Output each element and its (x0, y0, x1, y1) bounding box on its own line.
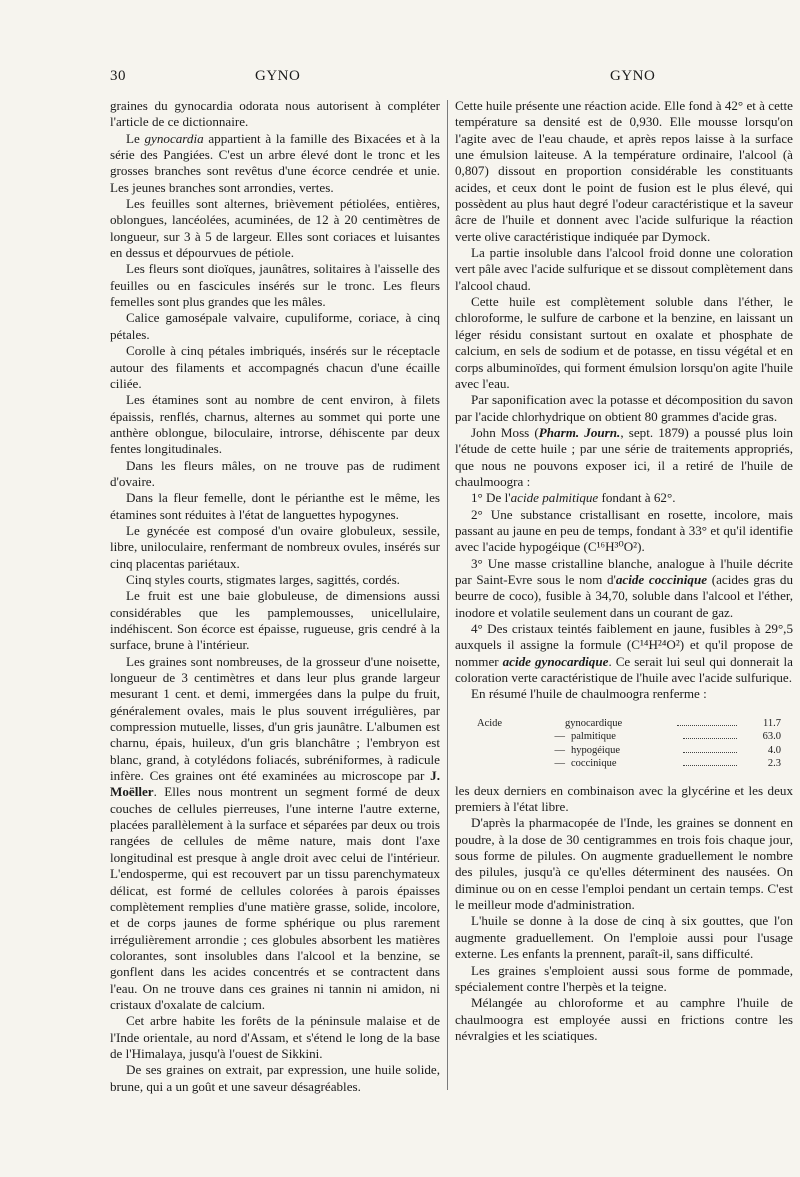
left-column (110, 98, 440, 1095)
running-title-left: GYNO (255, 68, 301, 84)
paragraph: Cinq styles courts, stigmates larges, sagittés, cordés. (126, 571, 400, 587)
compound-name: acide palmitique (510, 490, 599, 506)
paragraph: Les graines sont nombreuses, de la grosseur d'une noisette, longueur de 3 centimètres et dans leur plus grande largeur mesurant 1 cent. et demi, immergées dans la pulpe du fruit, généralement ovales, mais le plus souvent irrégulières, par compression mutuelle, lisses, d'un gris jaunâtre. L'albumen est charnu, épais, huileux, d'un gris blanchâtre ; l'embryon est blanc, grand, à cotylédons foliacés, subréniformes, à radicule infère. Ces graines ont été examinées au microscope par J. Moëller. Elles nous montrent un segment formé de deux couches de cellules pierreuses, l'une interne l'autre externe, placées parallèlement à la surface et séparées par deux ou trois rangées de cellules de même nature, mais dont l'axe longitudinal est presque à angle droit avec celui de l'intérieur. L'endosperme, qui est recouvert par un tissu parenchymateux délicat, est formé de cellules colorées à parois épaisses complètement remplies d'une matière grasse, solide, incolore, et de corps jaunes de forme sphérique ou plus rarement irrégulièrement arrondie ; ces globules absorbent les matières colorantes, sont insolubles dans l'alcool et la benzine, se gonflent dans les acides concentrés et se contractent dans l'eau. On ne trouve dans ces graines ni tannin ni amidon, ni cristaux d'oxalate de calcium. (110, 653, 440, 1012)
table-row: — hypogéique 4.0 (554, 744, 781, 756)
paragraph: L'huile se donne à la dose de cinq à six gouttes, que l'on augmente graduellement. On l'emploie aussi pour l'usage externe. Les enfants la prennent, paraît-il, sans difficulté. (455, 913, 793, 962)
running-title-right: GYNO (610, 68, 656, 84)
running-header (110, 68, 795, 90)
paragraph: Le gynécée est composé d'un ovaire globuleux, sessile, libre, uniloculaire, renfermant de nombreux ovules, insérés sur cinq placentas pariétaux. (110, 522, 440, 571)
journal-citation: Pharm. Journ. (538, 424, 621, 440)
paragraph: Les feuilles sont alternes, brièvement pétiolées, entières, oblongues, lancéolées, acuminées, de 12 à 20 centimètres de longueur, sur 3 à 5 de largeur. Elles sont coriaces et luisantes en dessus et dépourvues de pétiole. (110, 196, 440, 261)
paragraph: Dans les fleurs mâles, on ne trouve pas de rudiment d'ovaire. (110, 457, 440, 489)
paragraph: Mélangée au chloroforme et au camphre l'huile de chaulmoogra est employée aussi en frictions contre les névralgies et les sciatiques. (455, 995, 793, 1043)
paragraph: Cet arbre habite les forêts de la péninsule malaise et de l'Inde orientale, au nord d'Assam, et s'étend le long de la base de l'Himalaya, jusqu'à l'ouest de Sikkini. (110, 1013, 440, 1061)
compound-name: acide coccinique (615, 571, 708, 587)
paragraph: John Moss (Pharm. Journ., sept. 1879) a poussé plus loin l'étude de cette huile ; par une série de traitements appropriés, que nous ne pouvons exposer ici, il a retiré de l'huile de chaulmoogra : (455, 424, 794, 489)
author-name: J. Moëller (110, 768, 440, 800)
paragraph: Le gynocardia appartient à la famille des Bixacées et à la série des Pangiées. C'est un arbre élevé dont le tronc et les grosses branches sont revêtus d'une écorce cendrée et unie. Les jeunes branches sont arrondies, vertes. (110, 130, 440, 195)
paragraph: 3° Une masse cristalline blanche, analogue à l'huile décrite par Saint-Evre sous le nom d'acide coccinique (acides gras du beurre de coco), fusible à 34,70, soluble dans l'alcool et l'éther, inodore et volatile seulement dans un courant de gaz. (455, 555, 793, 620)
paragraph: D'après la pharmacopée de l'Inde, les graines se donnent en poudre, à la dose de 30 centigrammes en trois fois chaque jour, sous forme de pilules. On augmente graduellement le nombre des pilules, jusqu'à ce qu'elles déterminent des nausées. On diminue ou on en cesse l'emploi pendant un certain temps. C'est le meilleur mode d'administration. (455, 815, 793, 913)
page-number: 30 (110, 68, 126, 84)
paragraph: graines du gynocardia odorata nous autorisent à compléter l'article de ce dictionnaire. (110, 98, 440, 130)
paragraph: 1° De l'acide palmitique fondant à 62°. (471, 490, 676, 506)
paragraph: Les graines s'emploient aussi sous forme de pommade, spécialement contre l'herpès et la teigne. (455, 962, 793, 994)
paragraph: En résumé l'huile de chaulmoogra renferme : (471, 686, 707, 702)
paragraph: Par saponification avec la potasse et décomposition du savon par l'acide chlorhydrique on obtient 80 grammes d'acide gras. (455, 392, 793, 424)
compound-name: acide gynocardique (502, 653, 609, 669)
paragraph: Dans la fleur femelle, dont le périanthe est le même, les étamines sont réduites à l'état de languettes hypogynes. (110, 490, 440, 522)
table-row: — coccinique 2.3 (554, 758, 781, 770)
table-row: — palmitique 63.0 (554, 731, 781, 743)
paragraph: Le fruit est une baie globuleuse, de dimensions aussi considérables que les pamplemousses, unicellulaire, indéhiscent. Son écorce est épaisse, rugueuse, gris cendré à la surface, brune à l'intérieur. (110, 588, 440, 653)
right-column (455, 98, 793, 1044)
paragraph: Cette huile présente une réaction acide. Elle fond à 42° et à cette température sa densité est de 0,930. Elle mousse lorsqu'on l'agite avec de l'eau chaude, et après repos laisse à la surface une émulsion laiteuse. A la température ordinaire, l'alcool (à 0,807) dissout en proportion considérable les constituants acides, et ceux dont le point de fusion est le plus élevé, qui possèdent au plus haut degré l'odeur caractéristique et la saveur âcre de l'huile et donnent avec l'acide sulfurique la réaction verte olive caractéristique indiquée par Dymock. (455, 98, 793, 244)
genus-name: gynocardia (144, 130, 204, 146)
paragraph: 2° Une substance cristallisant en rosette, incolore, mais passant au jaune en peu de temps, fondant à 33° et qu'il identifie avec l'acide hypogéique (C¹⁶H³⁰O²). (455, 506, 793, 555)
paragraph: les deux derniers en combinaison avec la glycérine et les deux premiers à l'état libre. (455, 782, 793, 815)
paragraph: Corolle à cinq pétales imbriqués, insérés sur le réceptacle autour des filaments et accompagnés chacun d'une écaille ciliée. (110, 343, 440, 391)
paragraph: La partie insoluble dans l'alcool froid donne une coloration vert pâle avec l'acide sulfurique et se dissout complètement dans l'alcool chaud. (455, 245, 793, 293)
composition-table (455, 717, 793, 771)
table-row: Acide gynocardique 11.7 (477, 717, 781, 729)
column-divider (447, 100, 448, 1090)
paragraph: Cette huile est complètement soluble dans l'éther, le chloroforme, le sulfure de carbone et la benzine, en laissant un léger résidu consistant surtout en oxalate et phosphate de calcium, en sels de sodium et de potasse, en tissu végétal et en corps albuminoïdes, qui forment émulsion lorsqu'on agite l'huile avec l'eau. (455, 294, 793, 391)
paragraph: Les étamines sont au nombre de cent environ, à filets épaissis, renflés, charnus, alternes au sommet qui porte une anthère oblongue, biloculaire, introrse, déhiscente par deux fentes longitudinales. (110, 392, 440, 457)
paragraph: Les fleurs sont dioïques, jaunâtres, solitaires à l'aisselle des feuilles ou en fascicules insérés sur le tronc. Les fleurs femelles sont plus grandes que les mâles. (110, 261, 440, 310)
paragraph: De ses graines on extrait, par expression, une huile solide, brune, qui a un goût et une saveur désagréables. (110, 1062, 440, 1094)
paragraph: 4° Des cristaux teintés faiblement en jaune, fusibles à 29°,5 auxquels il assigne la formule (C¹⁴H²⁴O²) et qu'il propose de nommer acide gynocardique. Ce serait lui seul qui donnerait la coloration verte caractéristique de l'huile avec l'acide sulfurique. (455, 621, 793, 686)
paragraph: Calice gamosépale valvaire, cupuliforme, coriace, à cinq pétales. (110, 310, 440, 342)
